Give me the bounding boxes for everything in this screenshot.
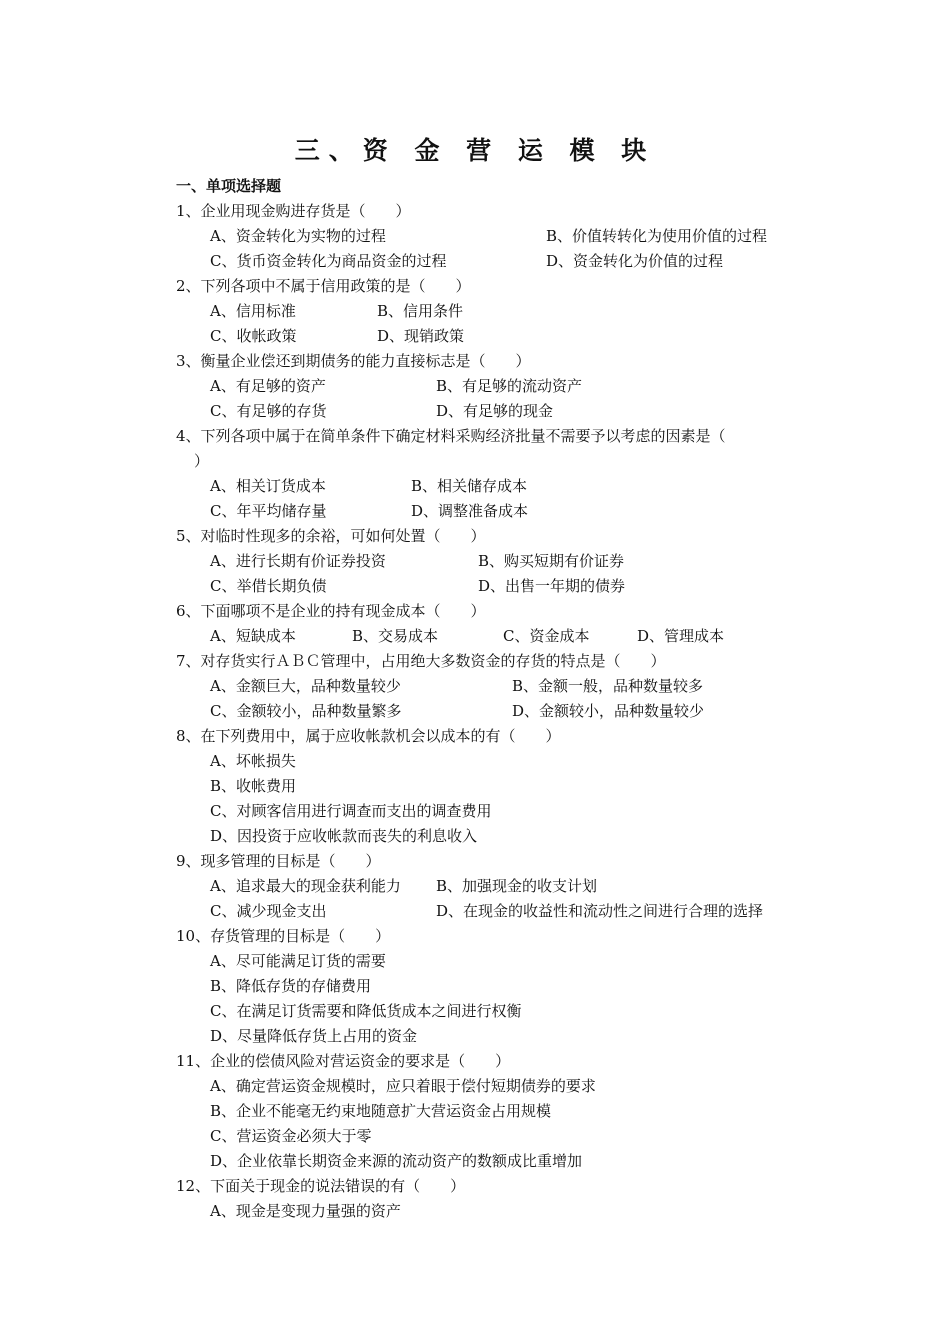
option-row <box>176 499 896 524</box>
option: A、确定营运资金规模时，应只着眼于偿付短期债券的要求 <box>210 1077 596 1095</box>
option: B、收帐费用 <box>210 777 297 795</box>
option: B、降低存货的存储费用 <box>210 977 372 995</box>
option: A、尽可能满足订货的需要 <box>210 952 386 970</box>
option-row <box>176 1199 896 1224</box>
option-row <box>176 224 896 249</box>
option: C、收帐政策 <box>210 327 297 345</box>
question-text: 6、下面哪项不是企业的持有现金成本（ ） <box>176 602 486 620</box>
option: D、资金转化为价值的过程 <box>546 252 724 270</box>
option-row <box>176 399 896 424</box>
option-row <box>176 324 896 349</box>
option: C、在满足订货需要和降低货成本之间进行权衡 <box>210 1002 522 1020</box>
option-row <box>176 949 896 974</box>
option: C、营运资金必须大于零 <box>210 1127 372 1145</box>
question-text: 1、企业用现金购进存货是（ ） <box>176 202 411 220</box>
option-row <box>176 374 896 399</box>
option-row <box>176 824 896 849</box>
option: D、因投资于应收帐款而丧失的利息收入 <box>210 827 478 845</box>
option-row <box>176 474 896 499</box>
option-row <box>176 249 896 274</box>
question-text: 5、对临时性现多的余裕，可如何处置（ ） <box>176 527 486 545</box>
option: A、短缺成本 <box>210 627 296 645</box>
question-text: 12、下面关于现金的说法错误的有（ ） <box>176 1177 466 1195</box>
option-row <box>176 574 896 599</box>
section-heading: 一、单项选择题 <box>176 177 282 195</box>
option: A、进行长期有价证券投资 <box>210 552 386 570</box>
option-row <box>176 1074 896 1099</box>
option: C、年平均储存量 <box>210 502 327 520</box>
option: D、金额较小，品种数量较少 <box>512 702 705 720</box>
option: D、现销政策 <box>377 327 465 345</box>
option-row <box>176 799 896 824</box>
question-text: 10、存货管理的目标是（ ） <box>176 927 391 945</box>
option: B、有足够的流动资产 <box>436 377 583 395</box>
question-text: 7、对存货实行ＡＢＣ管理中，占用绝大多数资金的存货的特点是（ ） <box>176 652 666 670</box>
option-row <box>176 1024 896 1049</box>
option: B、价值转转化为使用价值的过程 <box>546 227 768 245</box>
option-row <box>176 974 896 999</box>
option-row <box>176 624 896 649</box>
option: A、金额巨大，品种数量较少 <box>210 677 401 695</box>
option: C、金额较小，品种数量繁多 <box>210 702 402 720</box>
option: C、对顾客信用进行调查而支出的调查费用 <box>210 802 492 820</box>
option: B、交易成本 <box>352 627 439 645</box>
option-row <box>176 1149 896 1174</box>
option: B、购买短期有价证券 <box>478 552 625 570</box>
option-row <box>176 899 896 924</box>
option: D、在现金的收益性和流动性之间进行合理的选择 <box>436 902 764 920</box>
option: D、出售一年期的债券 <box>478 577 626 595</box>
option: B、信用条件 <box>377 302 464 320</box>
option: B、加强现金的收支计划 <box>436 877 598 895</box>
question-text: 2、下列各项中不属于信用政策的是（ ） <box>176 277 471 295</box>
option: A、现金是变现力量强的资产 <box>210 1202 401 1220</box>
option-row <box>176 549 896 574</box>
option-row <box>176 749 896 774</box>
page-title: 三、资 金 营 运 模 块 <box>294 136 656 165</box>
option: B、金额一般，品种数量较多 <box>512 677 704 695</box>
option-row <box>176 299 896 324</box>
option: A、相关订货成本 <box>210 477 326 495</box>
question-text: 8、在下列费用中，属于应收帐款机会以成本的有（ ） <box>176 727 561 745</box>
option: A、追求最大的现金获利能力 <box>210 877 401 895</box>
option: A、坏帐损失 <box>210 752 296 770</box>
option-row <box>176 874 896 899</box>
option: C、减少现金支出 <box>210 902 327 920</box>
option: A、资金转化为实物的过程 <box>210 227 386 245</box>
option: C、资金成本 <box>503 627 590 645</box>
option: B、企业不能毫无约束地随意扩大营运资金占用规模 <box>210 1102 552 1120</box>
option: C、举借长期负债 <box>210 577 327 595</box>
option-row <box>176 699 896 724</box>
question-text: 11、企业的偿债风险对营运资金的要求是（ ） <box>176 1052 511 1070</box>
option-row <box>176 1124 896 1149</box>
option: C、货币资金转化为商品资金的过程 <box>210 252 447 270</box>
question-list <box>176 174 896 1224</box>
option: D、管理成本 <box>637 627 725 645</box>
option: D、尽量降低存货上占用的资金 <box>210 1027 418 1045</box>
question-text: 4、下列各项中属于在简单条件下确定材料采购经济批量不需要予以考虑的因素是（ <box>176 427 726 445</box>
option: D、有足够的现金 <box>436 402 554 420</box>
question-text-continued: ） <box>194 452 210 470</box>
option-row <box>176 999 896 1024</box>
option: A、信用标准 <box>210 302 296 320</box>
option: A、有足够的资产 <box>210 377 326 395</box>
question-text: 3、衡量企业偿还到期债务的能力直接标志是（ ） <box>176 352 531 370</box>
question-text: 9、现多管理的目标是（ ） <box>176 852 381 870</box>
option: D、调整准备成本 <box>411 502 529 520</box>
option-row <box>176 774 896 799</box>
option-row <box>176 674 896 699</box>
option: B、相关储存成本 <box>411 477 528 495</box>
option: C、有足够的存货 <box>210 402 327 420</box>
option-row <box>176 1099 896 1124</box>
option: D、企业依靠长期资金来源的流动资产的数额成比重增加 <box>210 1152 583 1170</box>
